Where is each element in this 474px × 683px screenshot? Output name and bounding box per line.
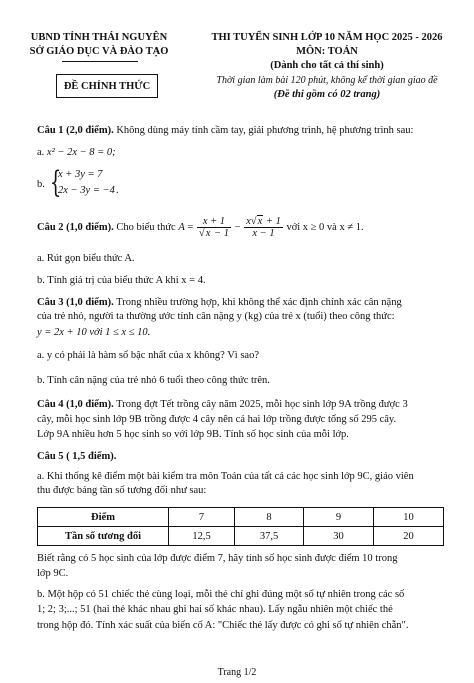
subject: MÔN: TOÁN — [296, 46, 358, 57]
exam-title: THI TUYỂN SINH LỚP 10 NĂM HỌC 2025 - 2026 — [211, 32, 443, 43]
pages-note: (Đề thi gồm có 02 trang) — [273, 89, 381, 100]
table-row — [38, 527, 444, 546]
table-header-cell: Tần số tương đối — [38, 527, 169, 546]
question-3-formula: y = 2x + 10 với 1 ≤ x ≤ 10. — [37, 327, 151, 338]
question-5a-after-2: lớp 9C. — [37, 568, 69, 579]
province-name: UBND TỈNH THÁI NGUYÊN — [30, 32, 168, 43]
time-note: Thời gian làm bài 120 phút, không kể thời gian giao đề — [216, 75, 438, 86]
question-3-label: Câu 3 (1,0 điểm). — [37, 297, 114, 308]
page-number: Trang 1/2 — [217, 667, 257, 678]
expression-name: A — [178, 222, 185, 233]
table-cell: 7 — [169, 508, 235, 527]
question-2 — [37, 216, 364, 240]
question-4-line-1 — [37, 398, 408, 412]
question-3-line-1 — [37, 296, 402, 310]
question-1-label: Câu 1 (2,0 điểm). — [37, 125, 114, 136]
question-2-condition: với x ≥ 0 và x ≠ 1. — [283, 222, 364, 233]
table-cell: 10 — [374, 508, 444, 527]
question-1a — [37, 146, 116, 160]
fraction-2-sqrt: x — [257, 216, 263, 228]
fraction-2-denominator: x − 1 — [252, 228, 275, 240]
question-1b-equation-2: 2x − 3y = −4 — [58, 185, 115, 196]
table-header-cell: Điểm — [38, 508, 169, 527]
header-underline-left — [62, 61, 138, 62]
frequency-table — [37, 507, 444, 546]
question-5-label: Câu 5 ( 1,5 điểm). — [37, 451, 117, 462]
question-1a-equation: x² − 2x − 8 = 0; — [46, 147, 116, 158]
table-row — [38, 508, 444, 527]
fraction-1-numerator: x + 1 — [197, 216, 231, 228]
question-2-intro: Cho biểu thức — [113, 222, 179, 233]
fraction-2 — [244, 216, 283, 239]
fraction-2-numerator: x√x + 1 — [246, 216, 281, 228]
question-1-text: Không dùng máy tính cầm tay, giải phương trình, hệ phương trình sau: — [113, 125, 414, 136]
question-3-text: Trong nhiều trường hợp, khi không thể xác định chính xác cân nặng — [113, 297, 402, 308]
question-1b-end: . — [116, 185, 119, 196]
equals-sign: = — [184, 222, 196, 233]
table-cell: 12,5 — [169, 527, 235, 546]
question-3b: b. Tính cân nặng của trẻ nhỏ 6 tuổi theo công thức trên. — [37, 375, 270, 386]
question-5a-after-1: Biết rằng có 5 học sinh của lớp được điểm 7, hãy tính số học sinh được điểm 10 trong — [37, 553, 398, 564]
question-2a: a. Rút gọn biểu thức A. — [37, 253, 135, 264]
fraction-2-num-rest: + 1 — [263, 216, 281, 228]
table-cell: 37,5 — [235, 527, 304, 546]
question-2-label: Câu 2 (1,0 điểm). — [37, 222, 114, 233]
question-5a-line-2: thu được bảng tần số tương đối như sau: — [37, 485, 207, 496]
minus-sign: − — [231, 222, 244, 233]
table-cell: 30 — [304, 527, 374, 546]
question-4-line-2: cây, mỗi học sinh lớp 9B trồng được 4 cây nên cả hai lớp trồng được tổng số 295 cây. — [37, 414, 397, 425]
question-4-line-3: Lớp 9A nhiều hơn 5 học sinh so với lớp 9B. Tính số học sinh của mỗi lớp. — [37, 429, 349, 440]
question-5b-line-2: 1; 2; 3;...; 51 (hai thẻ khác nhau ghi hai số khác nhau). Lấy ngẫu nhiên một chiếc thẻ — [37, 604, 393, 615]
table-cell: 9 — [304, 508, 374, 527]
audience: (Dành cho tất cả thí sinh) — [270, 60, 384, 71]
question-4-label: Câu 4 (1,0 điểm). — [37, 399, 114, 410]
fraction-1-den-rest: − 1 — [211, 228, 229, 240]
question-1b-label: b. — [37, 179, 45, 190]
official-stamp: ĐỀ CHÍNH THỨC — [56, 74, 158, 98]
question-4-text: Trong đợt Tết trồng cây năm 2025, mỗi học sinh lớp 9A trồng được 3 — [113, 399, 408, 410]
table-cell: 8 — [235, 508, 304, 527]
fraction-1-denominator: √x − 1 — [198, 228, 229, 240]
question-5b-line-1: b. Một hộp có 51 chiếc thẻ cùng loại, mỗi thẻ chỉ ghi đúng một số tự nhiên trong các số — [37, 589, 405, 600]
question-1 — [37, 124, 413, 138]
department-name: SỞ GIÁO DỤC VÀ ĐÀO TẠO — [29, 46, 169, 57]
table-cell: 20 — [374, 527, 444, 546]
question-3a: a. y có phải là hàm số bậc nhất của x không? Vì sao? — [37, 350, 259, 361]
question-1a-label: a. — [37, 147, 45, 158]
fraction-1 — [197, 216, 231, 239]
system-brace: { — [49, 165, 62, 200]
question-5a-line-1: a. Khi thống kê điểm một bài kiểm tra môn Toán của tất cả các học sinh lớp 9C, giáo viên — [37, 471, 414, 482]
fraction-2-num-x: x — [246, 216, 251, 228]
question-2b: b. Tính giá trị của biểu thức A khi x = 4. — [37, 275, 206, 286]
question-3-line-2: của trẻ nhỏ, người ta thường ước tính cân nặng y (kg) của trẻ x (tuổi) theo công thức: — [37, 311, 395, 322]
question-5b-line-3: trong hộp đó. Tính xác suất của biến cố A: "Chiếc thẻ lấy được có ghi số tự nhiên chẵn". — [37, 620, 409, 631]
fraction-1-sqrt: x — [205, 228, 211, 240]
question-1b-equation-1: x + 3y = 7 — [58, 169, 103, 180]
